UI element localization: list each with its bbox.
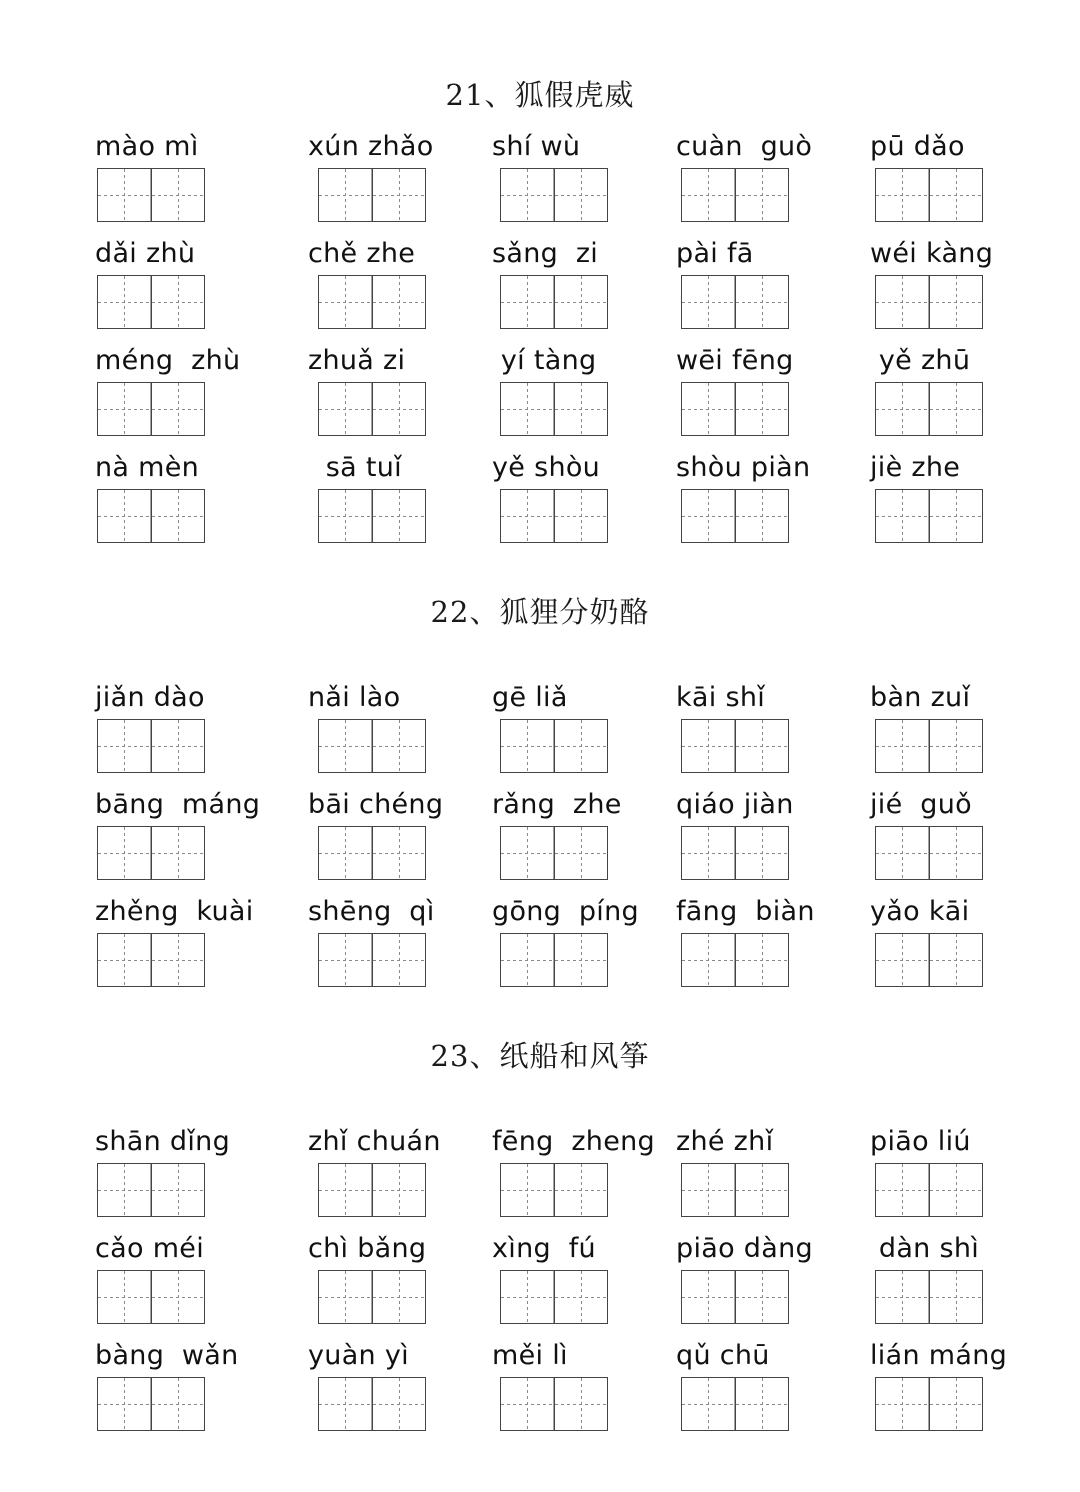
pinyin-label: jiǎn dào xyxy=(95,682,205,713)
word-cell xyxy=(492,788,692,822)
pinyin-label: gōng píng xyxy=(492,896,639,927)
writing-grid-box[interactable] xyxy=(318,489,426,543)
writing-grid-box[interactable] xyxy=(97,826,205,880)
pinyin-label: zhǐ chuán xyxy=(308,1126,441,1157)
writing-grid-box[interactable] xyxy=(875,168,983,222)
writing-grid-box[interactable] xyxy=(318,1377,426,1431)
pinyin-label: měi lì xyxy=(492,1340,568,1371)
writing-grid-box[interactable] xyxy=(681,275,789,329)
writing-grid-box[interactable] xyxy=(500,826,608,880)
writing-grid-box[interactable] xyxy=(681,1377,789,1431)
writing-grid-box[interactable] xyxy=(318,826,426,880)
writing-grid-box[interactable] xyxy=(500,489,608,543)
pinyin-label: yí tàng xyxy=(492,345,597,376)
word-cell xyxy=(95,1339,295,1373)
pinyin-label: cuàn guò xyxy=(676,131,813,162)
word-cell xyxy=(676,130,876,164)
pinyin-label: fēng zheng xyxy=(492,1126,655,1157)
word-cell xyxy=(492,237,692,271)
pinyin-label: xún zhǎo xyxy=(308,131,434,162)
writing-grid-box[interactable] xyxy=(681,719,789,773)
pinyin-label: bàn zuǐ xyxy=(870,682,971,713)
word-cell xyxy=(870,237,1070,271)
word-cell xyxy=(95,237,295,271)
pinyin-label: shòu piàn xyxy=(676,452,811,483)
pinyin-label: mào mì xyxy=(95,131,199,162)
word-cell xyxy=(492,1125,692,1159)
pinyin-label: zhěng kuài xyxy=(95,896,254,927)
writing-grid-box[interactable] xyxy=(875,1377,983,1431)
pinyin-label: yě shòu xyxy=(492,452,601,483)
pinyin-label: dǎi zhù xyxy=(95,238,196,269)
pinyin-label: yǎo kāi xyxy=(870,896,970,927)
word-cell xyxy=(492,895,692,929)
word-cell xyxy=(308,1232,508,1266)
writing-grid-box[interactable] xyxy=(681,933,789,987)
pinyin-label: gē liǎ xyxy=(492,682,568,713)
word-cell xyxy=(95,1232,295,1266)
word-cell xyxy=(308,130,508,164)
word-cell xyxy=(308,1125,508,1159)
pinyin-label: shí wù xyxy=(492,131,581,162)
word-cell xyxy=(676,681,876,715)
writing-grid-box[interactable] xyxy=(318,933,426,987)
writing-grid-box[interactable] xyxy=(875,933,983,987)
word-cell xyxy=(676,1232,876,1266)
pinyin-label: yuàn yì xyxy=(308,1340,409,1371)
writing-grid-box[interactable] xyxy=(97,1377,205,1431)
word-cell xyxy=(308,895,508,929)
writing-grid-box[interactable] xyxy=(97,489,205,543)
word-cell xyxy=(676,344,876,378)
writing-grid-box[interactable] xyxy=(681,826,789,880)
writing-grid-box[interactable] xyxy=(681,382,789,436)
writing-grid-box[interactable] xyxy=(500,168,608,222)
pinyin-label: piāo dàng xyxy=(676,1233,813,1264)
pinyin-label: qǔ chū xyxy=(676,1340,770,1371)
pinyin-label: cǎo méi xyxy=(95,1233,205,1264)
word-cell xyxy=(870,788,1070,822)
word-cell xyxy=(676,1339,876,1373)
word-cell xyxy=(95,895,295,929)
word-cell xyxy=(492,1232,692,1266)
pinyin-label: jiè zhe xyxy=(870,452,961,483)
writing-grid-box[interactable] xyxy=(500,1377,608,1431)
writing-grid-box[interactable] xyxy=(318,719,426,773)
word-cell xyxy=(95,681,295,715)
writing-grid-box[interactable] xyxy=(318,382,426,436)
pinyin-label: xìng fú xyxy=(492,1233,596,1264)
word-cell xyxy=(95,1125,295,1159)
pinyin-label: bàng wǎn xyxy=(95,1340,239,1371)
pinyin-label: bāng máng xyxy=(95,789,261,820)
word-cell xyxy=(676,237,876,271)
word-cell xyxy=(492,344,692,378)
word-cell xyxy=(676,1125,876,1159)
writing-grid-box[interactable] xyxy=(875,826,983,880)
pinyin-label: rǎng zhe xyxy=(492,789,622,820)
writing-grid-box[interactable] xyxy=(97,275,205,329)
writing-grid-box[interactable] xyxy=(500,933,608,987)
pinyin-label: kāi shǐ xyxy=(676,682,766,713)
pinyin-label: wéi kàng xyxy=(870,238,994,269)
writing-grid-box[interactable] xyxy=(318,275,426,329)
writing-grid-box[interactable] xyxy=(500,275,608,329)
writing-grid-box[interactable] xyxy=(97,1270,205,1324)
writing-grid-box[interactable] xyxy=(875,719,983,773)
pinyin-label: dàn shì xyxy=(870,1233,980,1264)
word-cell xyxy=(676,788,876,822)
word-cell xyxy=(308,788,508,822)
pinyin-label: nǎi lào xyxy=(308,682,401,713)
word-cell xyxy=(95,344,295,378)
pinyin-label: wēi fēng xyxy=(676,345,794,376)
pinyin-label: chì bǎng xyxy=(308,1233,427,1264)
pinyin-label: piāo liú xyxy=(870,1126,971,1157)
word-cell xyxy=(308,237,508,271)
pinyin-label: méng zhù xyxy=(95,345,241,376)
word-cell xyxy=(95,130,295,164)
word-cell xyxy=(492,451,692,485)
word-cell xyxy=(870,1125,1070,1159)
pinyin-label: nà mèn xyxy=(95,452,200,483)
section-title-23: 23、纸船和风筝 xyxy=(430,1039,650,1073)
pinyin-label: bāi chéng xyxy=(308,789,444,820)
writing-grid-box[interactable] xyxy=(875,382,983,436)
writing-grid-box[interactable] xyxy=(681,1163,789,1217)
word-cell xyxy=(870,681,1070,715)
writing-grid-box[interactable] xyxy=(500,1163,608,1217)
writing-grid-box[interactable] xyxy=(500,382,608,436)
writing-grid-box[interactable] xyxy=(500,719,608,773)
pinyin-label: shān dǐng xyxy=(95,1126,231,1157)
section-title-22: 22、狐狸分奶酪 xyxy=(430,595,650,629)
pinyin-label: yě zhū xyxy=(870,345,971,376)
pinyin-label: zhé zhǐ xyxy=(676,1126,774,1157)
writing-grid-box[interactable] xyxy=(318,1270,426,1324)
pinyin-label: qiáo jiàn xyxy=(676,789,794,820)
writing-grid-box[interactable] xyxy=(97,168,205,222)
pinyin-label: shēng qì xyxy=(308,896,435,927)
pinyin-label: zhuǎ zi xyxy=(308,345,406,376)
word-cell xyxy=(308,1339,508,1373)
word-cell xyxy=(95,788,295,822)
pinyin-label: sǎng zi xyxy=(492,238,599,269)
writing-grid-box[interactable] xyxy=(681,1270,789,1324)
writing-grid-box[interactable] xyxy=(97,1163,205,1217)
word-cell xyxy=(870,451,1070,485)
word-cell xyxy=(676,451,876,485)
pinyin-label: pū dǎo xyxy=(870,131,965,162)
writing-grid-box[interactable] xyxy=(97,933,205,987)
pinyin-label: jié guǒ xyxy=(870,789,972,820)
pinyin-label: sā tuǐ xyxy=(308,452,402,483)
pinyin-label: pài fā xyxy=(676,238,754,269)
word-cell xyxy=(870,1232,1070,1266)
pinyin-label: lián máng xyxy=(870,1340,1008,1371)
writing-grid-box[interactable] xyxy=(500,1270,608,1324)
word-cell xyxy=(870,130,1070,164)
word-cell xyxy=(308,344,508,378)
writing-grid-box[interactable] xyxy=(97,719,205,773)
word-cell xyxy=(492,681,692,715)
pinyin-label: fāng biàn xyxy=(676,896,815,927)
writing-grid-box[interactable] xyxy=(318,168,426,222)
word-cell xyxy=(308,451,508,485)
writing-grid-box[interactable] xyxy=(875,1270,983,1324)
word-cell xyxy=(870,895,1070,929)
writing-grid-box[interactable] xyxy=(875,489,983,543)
word-cell xyxy=(870,344,1070,378)
word-cell xyxy=(492,130,692,164)
word-cell xyxy=(676,895,876,929)
section-title-21: 21、狐假虎威 xyxy=(445,78,635,112)
writing-grid-box[interactable] xyxy=(681,489,789,543)
word-cell xyxy=(95,451,295,485)
writing-grid-box[interactable] xyxy=(681,168,789,222)
word-cell xyxy=(308,681,508,715)
writing-grid-box[interactable] xyxy=(875,1163,983,1217)
writing-grid-box[interactable] xyxy=(97,382,205,436)
word-cell xyxy=(870,1339,1070,1373)
word-cell xyxy=(492,1339,692,1373)
pinyin-label: chě zhe xyxy=(308,238,416,269)
writing-grid-box[interactable] xyxy=(875,275,983,329)
writing-grid-box[interactable] xyxy=(318,1163,426,1217)
